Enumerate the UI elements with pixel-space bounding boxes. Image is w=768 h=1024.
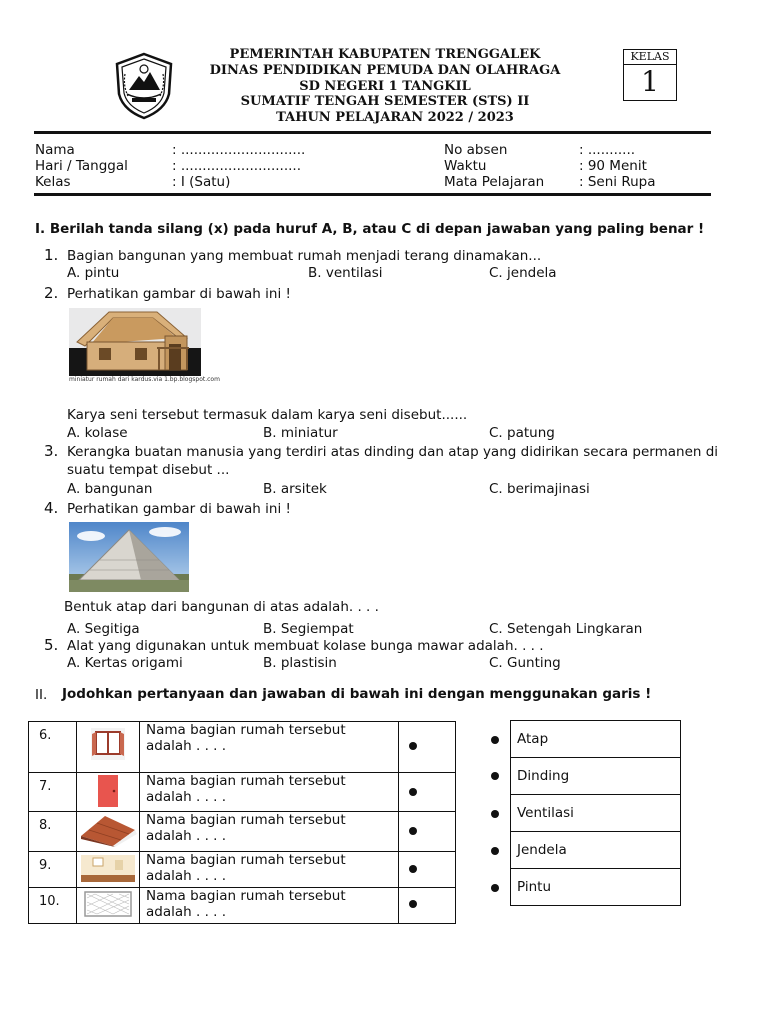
miniature-house-image: [69, 308, 201, 376]
matching-question: [140, 812, 399, 852]
answer-dot[interactable]: [491, 736, 499, 744]
info-kelas-label: Kelas: [35, 174, 71, 190]
wall-icon: [77, 852, 140, 888]
matching-question-line1: Nama bagian rumah tersebut: [146, 812, 346, 828]
question-2-image-caption: miniatur rumah dari kardus.via 1.bp.blogspot.com: [69, 376, 220, 383]
school-logo: [113, 52, 175, 120]
question-4-text-2: Bentuk atap dari bangunan di atas adalah. . . .: [64, 599, 379, 615]
matching-question: [140, 722, 399, 773]
matching-row: [29, 773, 456, 812]
question-5-text: Alat yang digunakan untuk membuat kolase bunga mawar adalah. . . .: [67, 638, 544, 654]
door-icon: [77, 773, 140, 812]
section-2-title: Jodohkan pertanyaan dan jawaban di bawah ini dengan menggunakan garis !: [62, 686, 652, 702]
matching-dot[interactable]: [409, 827, 417, 835]
matching-answers-table: [510, 720, 681, 906]
matching-row: [29, 812, 456, 852]
matching-row: [29, 722, 456, 773]
kelas-value: 1: [641, 65, 659, 98]
kelas-label: KELAS: [624, 50, 676, 65]
question-5-option-c[interactable]: C. Gunting: [489, 655, 561, 671]
answer-dot[interactable]: [491, 884, 499, 892]
question-1-option-c[interactable]: C. jendela: [489, 265, 557, 281]
kelas-box: [623, 49, 677, 101]
question-2-text-2: Karya seni tersebut termasuk dalam karya seni disebut......: [67, 407, 468, 423]
question-2-number: 2.: [44, 284, 59, 302]
matching-row: [29, 888, 456, 924]
matching-question-line1: Nama bagian rumah tersebut: [146, 773, 346, 789]
matching-questions-table: [28, 721, 456, 924]
matching-row-number: 8.: [29, 812, 77, 852]
matching-row-number: 6.: [29, 722, 77, 773]
info-waktu-value: : 90 Menit: [579, 158, 647, 174]
question-2-text: Perhatikan gambar di bawah ini !: [67, 286, 291, 302]
question-5-option-b[interactable]: B. plastisin: [263, 655, 337, 671]
matching-row-number: 10.: [29, 888, 77, 924]
matching-row-number: 9.: [29, 852, 77, 888]
header-divider: [34, 131, 711, 134]
header-line-5: TAHUN PELAJARAN 2022 / 2023: [276, 110, 514, 125]
matching-question-line2: adalah . . . .: [146, 738, 227, 754]
question-4-option-c[interactable]: C. Setengah Lingkaran: [489, 621, 643, 637]
matching-question-line2: adalah . . . .: [146, 828, 227, 844]
question-3-option-c[interactable]: C. berimajinasi: [489, 481, 590, 497]
matching-question-line1: Nama bagian rumah tersebut: [146, 852, 346, 868]
answer-dot[interactable]: [491, 772, 499, 780]
info-mapel-value: : Seni Rupa: [579, 174, 656, 190]
matching-question-line1: Nama bagian rumah tersebut: [146, 722, 346, 738]
section-2-number: II.: [35, 687, 48, 703]
matching-dot[interactable]: [409, 788, 417, 796]
matching-question-line2: adalah . . . .: [146, 789, 227, 805]
matching-question-line2: adalah . . . .: [146, 904, 227, 920]
matching-question-line1: Nama bagian rumah tersebut: [146, 888, 346, 904]
window-icon: [77, 722, 140, 773]
question-3-number: 3.: [44, 442, 59, 460]
matching-dot[interactable]: [409, 900, 417, 908]
question-4-option-a[interactable]: A. Segitiga: [67, 621, 140, 637]
question-1-option-b[interactable]: B. ventilasi: [308, 265, 383, 281]
header-line-4: SUMATIF TENGAH SEMESTER (STS) II: [240, 94, 530, 109]
matching-question: [140, 852, 399, 888]
answer-pintu: Pintu: [511, 869, 681, 906]
matching-dot-cell: [399, 888, 456, 924]
header-line-1: PEMERINTAH KABUPATEN TRENGGALEK: [229, 47, 541, 62]
pyramid-building-image: [69, 522, 189, 592]
matching-dot-cell: [399, 812, 456, 852]
question-4-number: 4.: [44, 499, 59, 517]
question-3-option-b[interactable]: B. arsitek: [263, 481, 327, 497]
answer-dinding: Dinding: [511, 758, 681, 795]
question-3-option-a[interactable]: A. bangunan: [67, 481, 153, 497]
question-2-option-a[interactable]: A. kolase: [67, 425, 128, 441]
question-2-option-c[interactable]: C. patung: [489, 425, 555, 441]
question-1-option-a[interactable]: A. pintu: [67, 265, 120, 281]
matching-dot-cell: [399, 852, 456, 888]
matching-question: [140, 773, 399, 812]
header-line-3: SD NEGERI 1 TANGKIL: [299, 79, 471, 94]
question-5-number: 5.: [44, 636, 59, 654]
matching-row: [29, 852, 456, 888]
question-5-option-a[interactable]: A. Kertas origami: [67, 655, 183, 671]
answer-ventilasi: Ventilasi: [511, 795, 681, 832]
answer-dot[interactable]: [491, 810, 499, 818]
question-1-number: 1.: [44, 246, 59, 264]
question-1-text: Bagian bangunan yang membuat rumah menjadi terang dinamakan...: [67, 248, 542, 264]
question-3-text: Kerangka buatan manusia yang terdiri atas dinding dan atap yang didirikan secara permanen di: [67, 444, 719, 460]
roof-icon: [77, 812, 140, 852]
ventilation-icon: [77, 888, 140, 924]
matching-dot[interactable]: [409, 742, 417, 750]
matching-question: [140, 888, 399, 924]
question-4-text: Perhatikan gambar di bawah ini !: [67, 501, 291, 517]
answer-jendela: Jendela: [511, 832, 681, 869]
info-absen-label: No absen: [444, 142, 508, 158]
answer-dot[interactable]: [491, 847, 499, 855]
matching-dot-cell: [399, 773, 456, 812]
info-nama-value[interactable]: : .............................: [172, 142, 306, 158]
info-waktu-label: Waktu: [444, 158, 487, 174]
info-absen-value[interactable]: : ...........: [579, 142, 636, 158]
matching-dot[interactable]: [409, 865, 417, 873]
matching-question-line2: adalah . . . .: [146, 868, 227, 884]
question-3-text-cont: suatu tempat disebut ...: [67, 462, 230, 478]
info-divider: [34, 193, 711, 196]
info-hari-value[interactable]: : ............................: [172, 158, 301, 174]
info-hari-label: Hari / Tanggal: [35, 158, 128, 174]
section-1-title: I. Berilah tanda silang (x) pada huruf A, B, atau C di depan jawaban yang paling benar !: [35, 221, 705, 237]
info-nama-label: Nama: [35, 142, 75, 158]
matching-dot-cell: [399, 722, 456, 773]
info-mapel-label: Mata Pelajaran: [444, 174, 545, 190]
header-line-2: DINAS PENDIDIKAN PEMUDA DAN OLAHRAGA: [209, 63, 561, 78]
info-kelas-value: : I (Satu): [172, 174, 231, 190]
question-4-option-b[interactable]: B. Segiempat: [263, 621, 354, 637]
question-2-option-b[interactable]: B. miniatur: [263, 425, 338, 441]
answer-atap: Atap: [511, 721, 681, 758]
matching-row-number: 7.: [29, 773, 77, 812]
